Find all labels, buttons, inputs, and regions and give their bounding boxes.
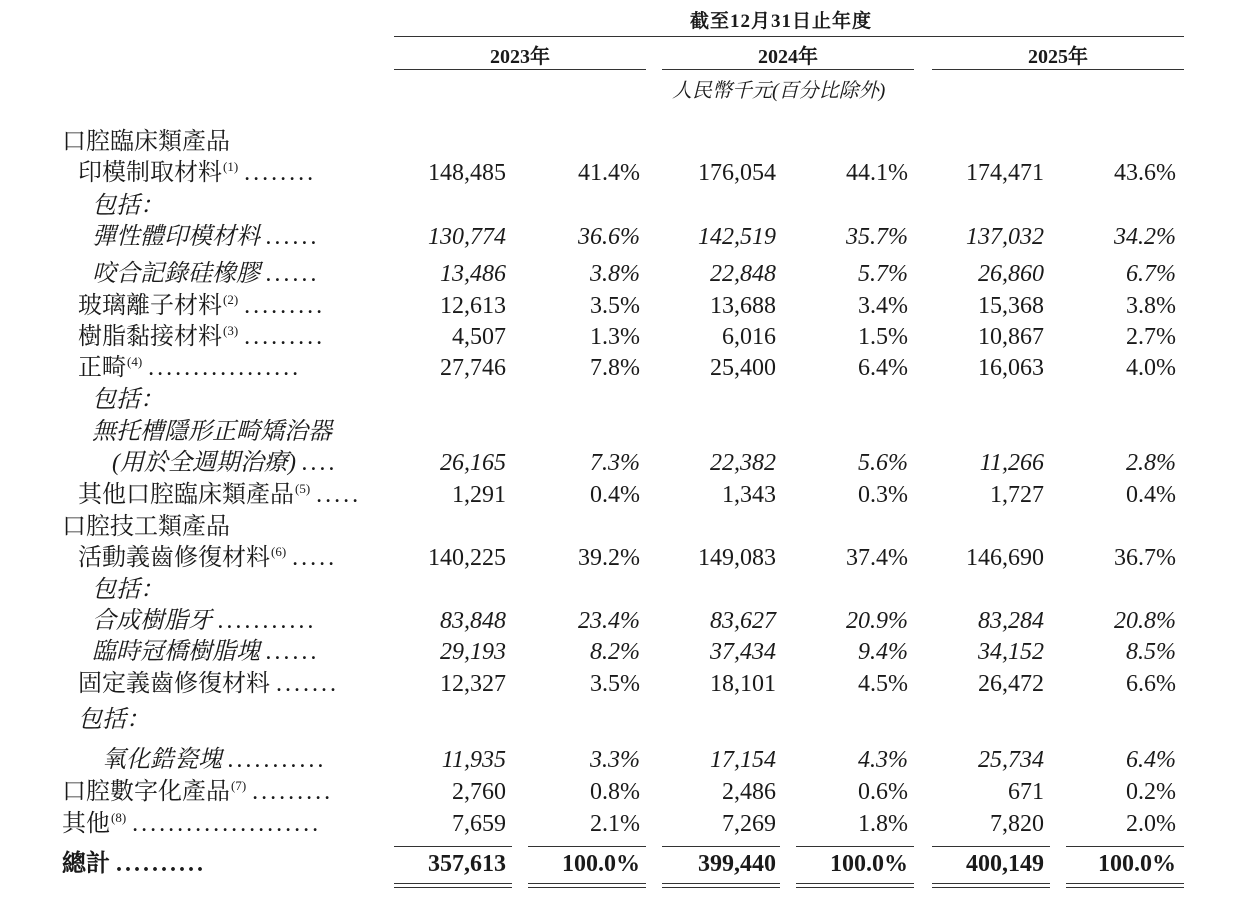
total-double-rule-1 [394, 883, 512, 888]
row-label [92, 258, 320, 290]
row-label [92, 416, 332, 448]
percent-cell: 20.9% [846, 608, 908, 634]
percent-cell: 20.8% [1114, 608, 1176, 634]
leader-dots: .......... [116, 851, 206, 877]
percent-cell: 41.4% [578, 160, 640, 186]
percent-cell: 3.5% [590, 293, 640, 319]
row-label [92, 221, 320, 253]
percent-cell: 4.3% [858, 747, 908, 773]
percent-cell: 6.6% [1126, 671, 1176, 697]
row-label-text: 其他 [62, 811, 110, 837]
amount-cell: 130,774 [428, 224, 506, 250]
table-row [0, 157, 1242, 189]
percent-cell: 0.8% [590, 779, 640, 805]
year-header-2024: 2024年 [758, 46, 818, 68]
percent-cell: 4.5% [858, 671, 908, 697]
percent-cell: 8.5% [1126, 639, 1176, 665]
table-row [0, 848, 1242, 880]
leader-dots: ......... [252, 779, 334, 805]
footnote-marker: (5) [295, 481, 311, 496]
row-label [62, 776, 333, 808]
leader-dots: ...... [266, 224, 320, 250]
footnote-marker: (1) [223, 159, 239, 174]
percent-cell: 2.7% [1126, 324, 1176, 350]
row-label-text: 包括： [78, 707, 150, 733]
total-double-rule-4 [796, 883, 914, 888]
leader-dots: ..... [292, 545, 338, 571]
percent-cell: 7.3% [590, 450, 640, 476]
row-label [62, 511, 230, 543]
percent-cell: 2.1% [590, 811, 640, 837]
footnote-marker: (7) [231, 778, 247, 793]
table-row [0, 221, 1242, 253]
row-label-text: 無托槽隱形正畸矯治器 [92, 419, 332, 445]
amount-cell: 83,627 [710, 608, 776, 634]
total-double-rule-6 [1066, 883, 1184, 888]
row-label [62, 126, 230, 158]
percent-cell: 3.5% [590, 671, 640, 697]
leader-dots: ........... [218, 608, 317, 634]
amount-cell: 26,165 [440, 450, 506, 476]
row-label-text: 口腔臨床類產品 [62, 129, 230, 155]
amount-cell: 12,613 [440, 293, 506, 319]
row-label-text: 臨時冠橋樹脂塊 [92, 639, 260, 665]
percent-cell: 5.6% [858, 450, 908, 476]
leader-dots: .... [301, 450, 338, 476]
footnote-marker: (6) [271, 544, 287, 559]
amount-cell: 13,486 [440, 261, 506, 287]
total-top-rule-3 [662, 846, 780, 847]
amount-cell: 357,613 [428, 851, 506, 877]
row-label-text: 總計 [62, 851, 110, 877]
row-label-text: 合成樹脂牙 [92, 608, 212, 634]
row-label-text: 正畸 [78, 355, 126, 381]
amount-cell: 22,382 [710, 450, 776, 476]
row-label-text: 包括： [92, 387, 164, 413]
amount-cell: 26,860 [978, 261, 1044, 287]
percent-cell: 100.0% [830, 851, 908, 877]
table-row [0, 258, 1242, 290]
row-label-text: 咬合記錄硅橡膠 [92, 261, 260, 287]
footnote-marker: (4) [127, 354, 143, 369]
amount-cell: 142,519 [698, 224, 776, 250]
amount-cell: 7,269 [722, 811, 776, 837]
percent-cell: 6.7% [1126, 261, 1176, 287]
year-header-2023: 2023年 [490, 46, 550, 68]
amount-cell: 25,734 [978, 747, 1044, 773]
row-label [92, 384, 164, 416]
year-header-2025: 2025年 [1028, 46, 1088, 68]
amount-cell: 1,343 [722, 482, 776, 508]
percent-cell: 8.2% [590, 639, 640, 665]
table-row [0, 416, 1242, 448]
row-label-text: 氧化鋯瓷塊 [102, 747, 222, 773]
total-top-rule-1 [394, 846, 512, 847]
amount-cell: 137,032 [966, 224, 1044, 250]
percent-cell: 36.6% [578, 224, 640, 250]
row-label [78, 704, 150, 736]
table-row [0, 636, 1242, 668]
row-label [78, 157, 316, 189]
leader-dots: ...... [266, 261, 320, 287]
row-label [92, 636, 320, 668]
table-row [0, 290, 1242, 322]
row-label-text: 包括： [92, 193, 164, 219]
total-top-rule-4 [796, 846, 914, 847]
percent-cell: 1.8% [858, 811, 908, 837]
amount-cell: 146,690 [966, 545, 1044, 571]
amount-cell: 83,848 [440, 608, 506, 634]
amount-cell: 7,820 [990, 811, 1044, 837]
amount-cell: 25,400 [710, 355, 776, 381]
row-label [62, 808, 321, 840]
amount-cell: 4,507 [452, 324, 506, 350]
total-double-rule-3 [662, 883, 780, 888]
amount-cell: 2,486 [722, 779, 776, 805]
table-row [0, 542, 1242, 574]
amount-cell: 2,760 [452, 779, 506, 805]
amount-cell: 6,016 [722, 324, 776, 350]
percent-cell: 35.7% [846, 224, 908, 250]
footnote-marker: (2) [223, 292, 239, 307]
row-label [78, 668, 339, 700]
percent-cell: 36.7% [1114, 545, 1176, 571]
amount-cell: 10,867 [978, 324, 1044, 350]
percent-cell: 1.3% [590, 324, 640, 350]
amount-cell: 13,688 [710, 293, 776, 319]
row-label-text: 固定義齒修復材料 [78, 671, 270, 697]
footnote-marker: (3) [223, 323, 239, 338]
leader-dots: ......... [244, 293, 326, 319]
table-row [0, 668, 1242, 700]
amount-cell: 22,848 [710, 261, 776, 287]
amount-cell: 11,266 [979, 450, 1044, 476]
amount-cell: 7,659 [452, 811, 506, 837]
total-double-rule-5 [932, 883, 1050, 888]
amount-cell: 12,327 [440, 671, 506, 697]
percent-cell: 0.2% [1126, 779, 1176, 805]
table-row [0, 744, 1242, 776]
amount-cell: 671 [1008, 779, 1044, 805]
percent-cell: 100.0% [562, 851, 640, 877]
leader-dots: ...... [266, 639, 320, 665]
row-label [102, 744, 327, 776]
percent-cell: 39.2% [578, 545, 640, 571]
amount-cell: 400,149 [966, 851, 1044, 877]
percent-cell: 4.0% [1126, 355, 1176, 381]
table-row [0, 352, 1242, 384]
row-label [78, 321, 325, 353]
leader-dots: ................. [148, 355, 302, 381]
row-label-text: 其他口腔臨床類產品 [78, 482, 294, 508]
row-label-text: 印模制取材料 [78, 160, 222, 186]
leader-dots: ..................... [132, 811, 322, 837]
leader-dots: ..... [316, 482, 362, 508]
row-label-text: 樹脂黏接材料 [78, 324, 222, 350]
amount-cell: 34,152 [978, 639, 1044, 665]
amount-cell: 149,083 [698, 545, 776, 571]
row-label-text: 活動義齒修復材料 [78, 545, 270, 571]
percent-cell: 6.4% [858, 355, 908, 381]
row-label [78, 290, 325, 322]
leader-dots: ....... [276, 671, 339, 697]
period-header: 截至12月31日止年度 [690, 11, 873, 32]
percent-cell: 2.0% [1126, 811, 1176, 837]
percent-cell: 44.1% [846, 160, 908, 186]
percent-cell: 0.4% [1126, 482, 1176, 508]
percent-cell: 0.4% [590, 482, 640, 508]
total-top-rule-5 [932, 846, 1050, 847]
table-row [0, 447, 1242, 479]
row-label-text: 彈性體印模材料 [92, 224, 260, 250]
table-row [0, 808, 1242, 840]
total-top-rule-2 [528, 846, 646, 847]
amount-cell: 140,225 [428, 545, 506, 571]
row-label [78, 542, 337, 574]
row-label-text: 口腔技工類產品 [62, 514, 230, 540]
amount-cell: 399,440 [698, 851, 776, 877]
table-row [0, 704, 1242, 736]
table-row [0, 384, 1242, 416]
table-row [0, 479, 1242, 511]
category-row [0, 126, 1242, 158]
total-top-rule-6 [1066, 846, 1184, 847]
table-row [0, 776, 1242, 808]
percent-cell: 34.2% [1114, 224, 1176, 250]
row-label [92, 605, 317, 637]
row-label-text: 玻璃離子材料 [78, 293, 222, 319]
row-label [62, 848, 206, 880]
amount-cell: 26,472 [978, 671, 1044, 697]
amount-cell: 11,935 [441, 747, 506, 773]
row-label-text: (用於全週期治療) [112, 450, 296, 476]
footnote-marker: (8) [111, 810, 127, 825]
percent-cell: 1.5% [858, 324, 908, 350]
row-label [92, 574, 164, 606]
amount-cell: 15,368 [978, 293, 1044, 319]
row-label [92, 190, 164, 222]
leader-dots: ........... [228, 747, 327, 773]
percent-cell: 3.4% [858, 293, 908, 319]
percent-cell: 0.3% [858, 482, 908, 508]
percent-cell: 6.4% [1126, 747, 1176, 773]
total-double-rule-2 [528, 883, 646, 888]
leader-dots: ........ [244, 160, 317, 186]
row-label-text: 口腔數字化產品 [62, 779, 230, 805]
unit-note: 人民幣千元(百分比除外) [672, 80, 886, 102]
category-row [0, 511, 1242, 543]
percent-cell: 2.8% [1126, 450, 1176, 476]
percent-cell: 3.3% [590, 747, 640, 773]
amount-cell: 174,471 [966, 160, 1044, 186]
amount-cell: 27,746 [440, 355, 506, 381]
table-row [0, 190, 1242, 222]
amount-cell: 16,063 [978, 355, 1044, 381]
row-label [78, 479, 361, 511]
amount-cell: 83,284 [978, 608, 1044, 634]
amount-cell: 176,054 [698, 160, 776, 186]
table-row [0, 605, 1242, 637]
percent-cell: 37.4% [846, 545, 908, 571]
row-label-text: 包括： [92, 577, 164, 603]
amount-cell: 29,193 [440, 639, 506, 665]
percent-cell: 5.7% [858, 261, 908, 287]
row-label [112, 447, 338, 479]
percent-cell: 9.4% [858, 639, 908, 665]
amount-cell: 148,485 [428, 160, 506, 186]
table-row [0, 574, 1242, 606]
percent-cell: 100.0% [1098, 851, 1176, 877]
percent-cell: 43.6% [1114, 160, 1176, 186]
amount-cell: 1,291 [452, 482, 506, 508]
amount-cell: 1,727 [990, 482, 1044, 508]
amount-cell: 18,101 [710, 671, 776, 697]
table-row [0, 321, 1242, 353]
leader-dots: ......... [244, 324, 326, 350]
amount-cell: 37,434 [710, 639, 776, 665]
percent-cell: 23.4% [578, 608, 640, 634]
row-label [78, 352, 301, 384]
amount-cell: 17,154 [710, 747, 776, 773]
percent-cell: 3.8% [1126, 293, 1176, 319]
percent-cell: 3.8% [590, 261, 640, 287]
percent-cell: 7.8% [590, 355, 640, 381]
percent-cell: 0.6% [858, 779, 908, 805]
